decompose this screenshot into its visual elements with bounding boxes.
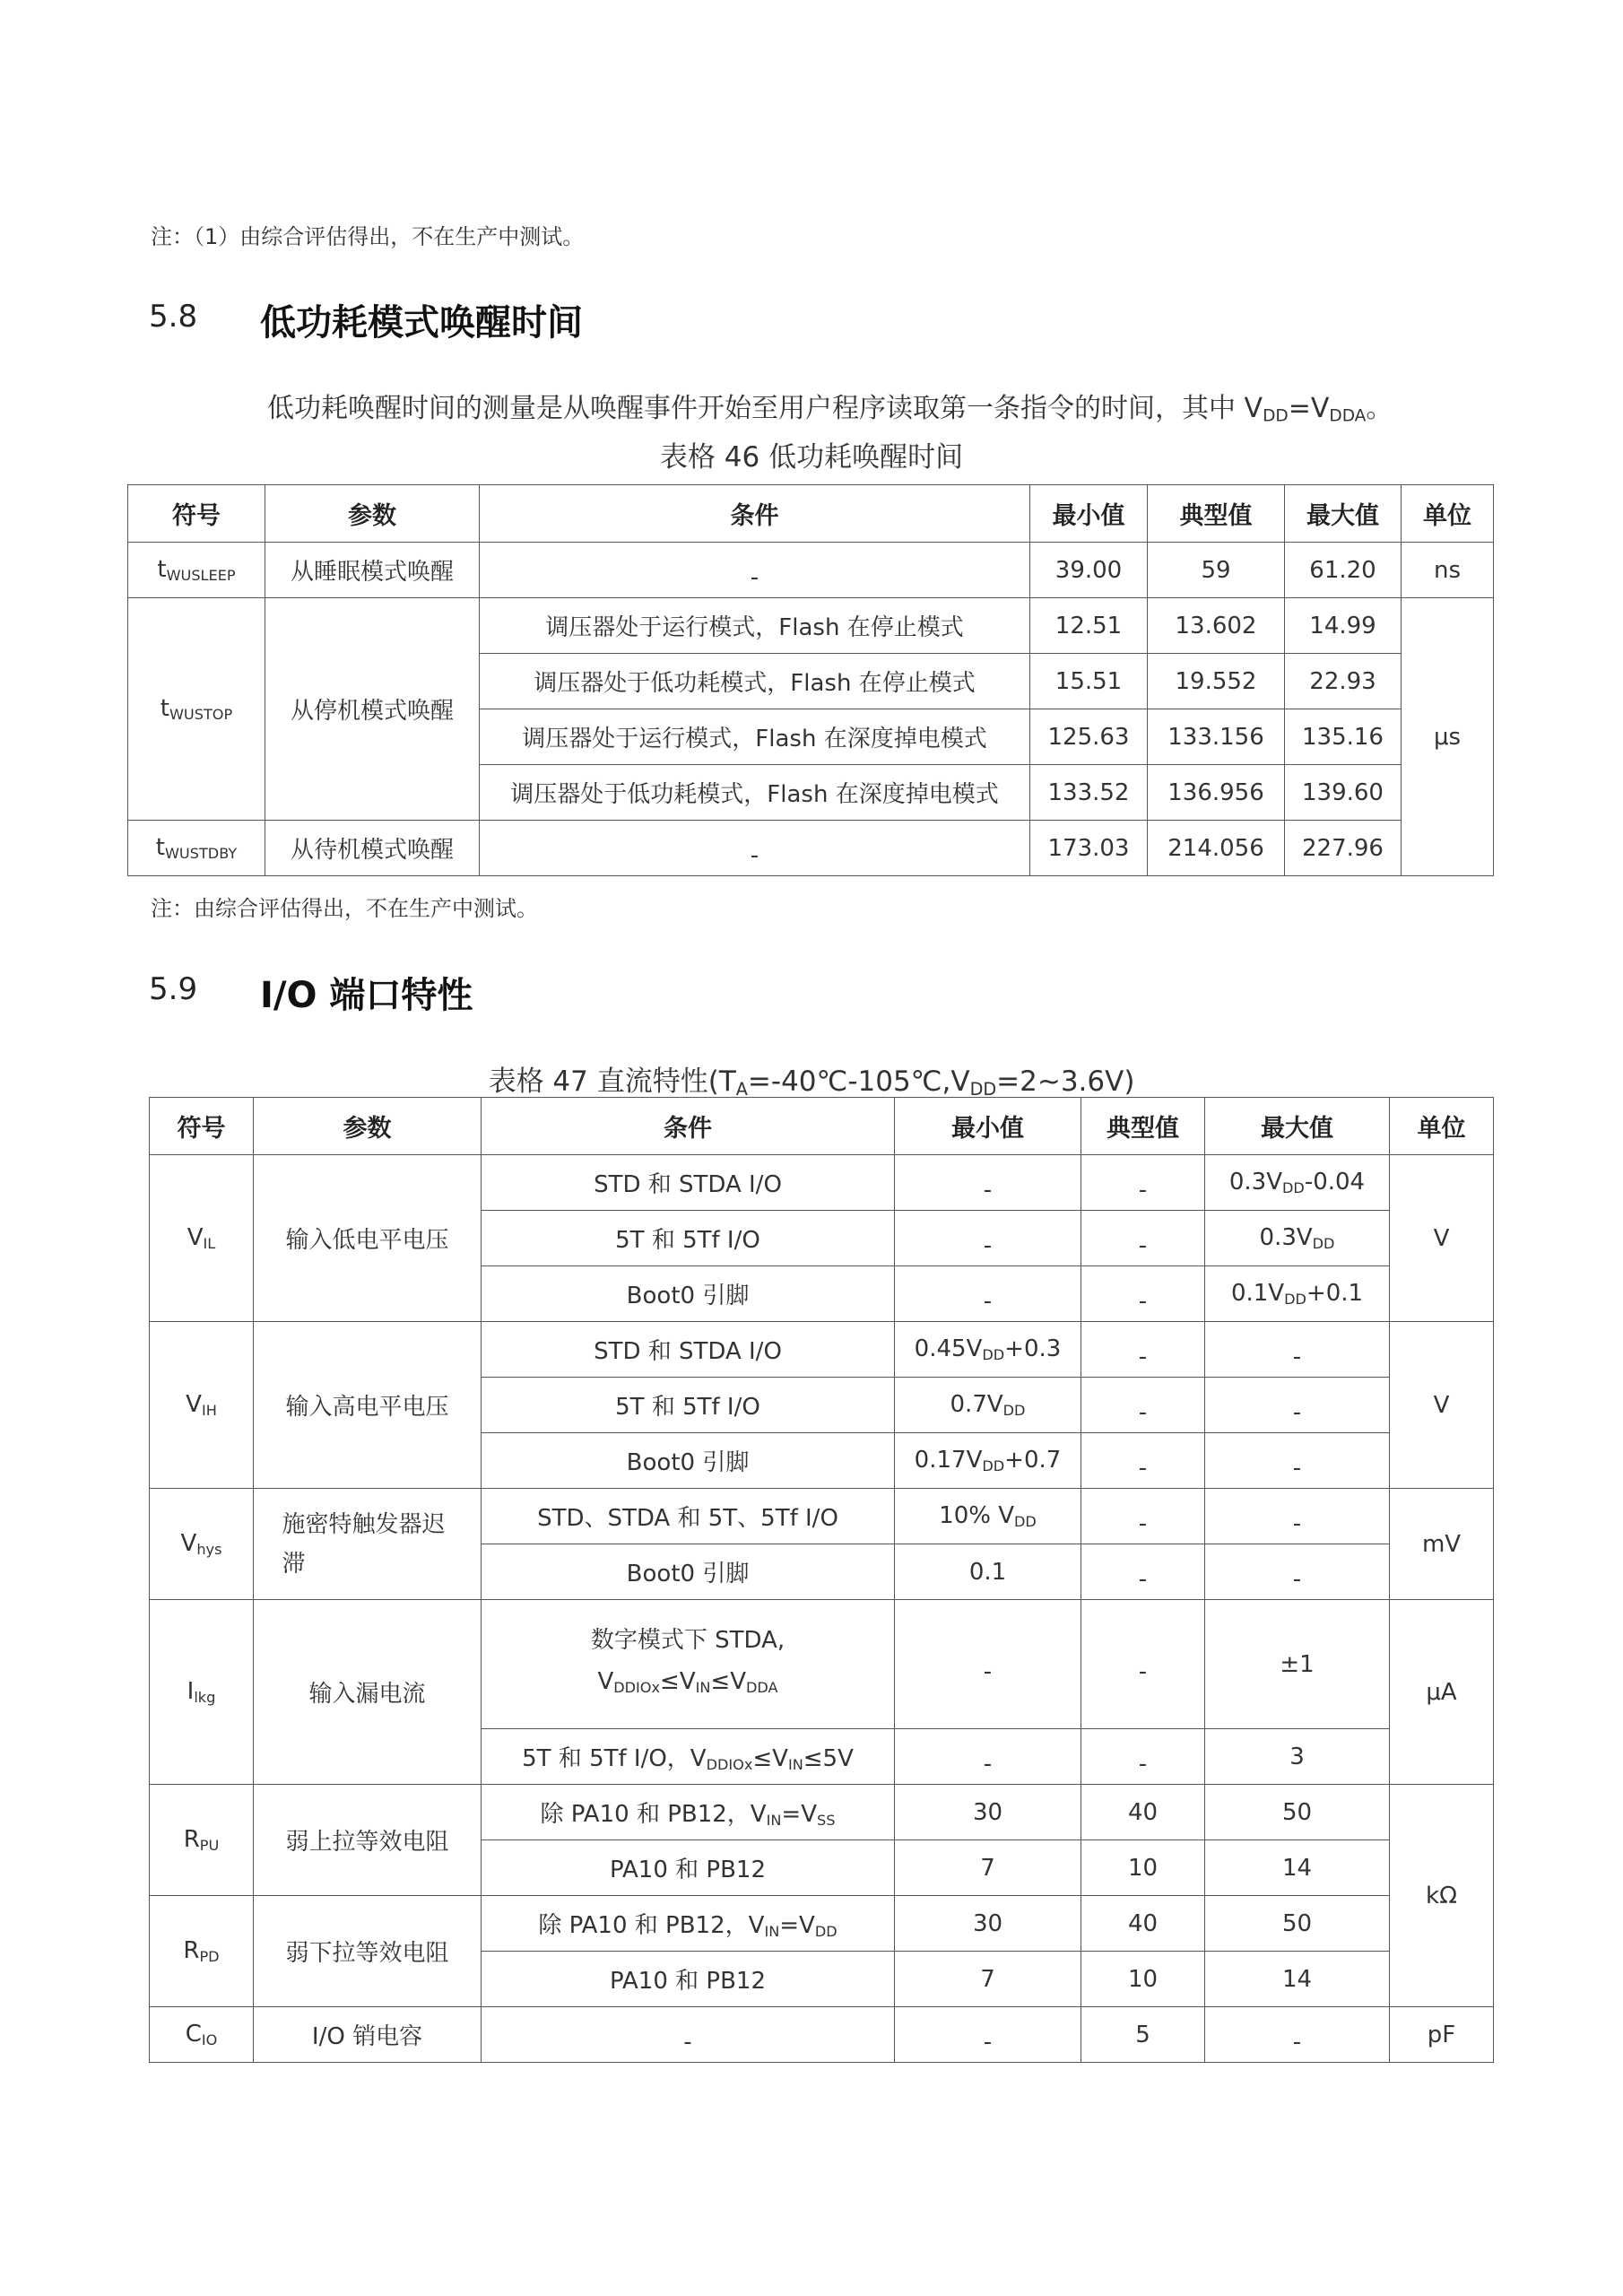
typ-cell: 59 <box>1148 543 1285 598</box>
header-parameter: 参数 <box>265 485 480 543</box>
table-header-row <box>128 485 1494 543</box>
parameter-cell: 从待机模式唤醒 <box>265 821 480 876</box>
max-cell: - <box>1205 1378 1390 1433</box>
table-row <box>150 1600 1494 1729</box>
parameter-cell: 施密特触发器迟滞 <box>254 1489 482 1600</box>
condition-cell: 调压器处于低功耗模式，Flash 在停止模式 <box>480 654 1030 709</box>
table-row <box>128 543 1494 598</box>
max-cell: - <box>1205 2007 1390 2063</box>
max-cell: 14 <box>1205 1952 1390 2007</box>
unit-cell: μA <box>1390 1600 1494 1785</box>
max-cell: $0.3V_{DD}$ <box>1205 1211 1390 1266</box>
typ-cell: 13.602 <box>1148 598 1285 654</box>
unit-cell: μs <box>1402 598 1494 876</box>
symbol-cell: $R_{PU}$ <box>150 1785 254 1896</box>
typ-cell: 133.156 <box>1148 709 1285 765</box>
min-cell: - <box>895 1211 1081 1266</box>
condition-cell: 调压器处于运行模式，Flash 在停止模式 <box>480 598 1030 654</box>
header-max: 最大值 <box>1205 1098 1390 1155</box>
typ-cell: - <box>1081 1266 1205 1322</box>
condition-cell: Boot0 引脚 <box>482 1544 895 1600</box>
table-row <box>150 2007 1494 2063</box>
typ-cell: - <box>1081 1155 1205 1211</box>
symbol-cell: $t_{WUSTDBY}$ <box>128 821 265 876</box>
min-cell: $0.17V_{DD}+0.7$ <box>895 1433 1081 1489</box>
unit-cell: pF <box>1390 2007 1494 2063</box>
symbol-cell: $C_{IO}$ <box>150 2007 254 2063</box>
typ-cell: - <box>1081 1544 1205 1600</box>
unit-cell: V <box>1390 1155 1494 1322</box>
symbol-cell: $V_{IL}$ <box>150 1155 254 1322</box>
table-row <box>150 1489 1494 1544</box>
parameter-cell: 输入低电平电压 <box>254 1155 482 1322</box>
typ-cell: 5 <box>1081 2007 1205 2063</box>
table-row <box>128 598 1494 654</box>
min-cell: 7 <box>895 1840 1081 1896</box>
parameter-cell: 输入漏电流 <box>254 1600 482 1785</box>
min-cell: 30 <box>895 1785 1081 1840</box>
header-parameter: 参数 <box>254 1098 482 1155</box>
typ-cell: - <box>1081 1729 1205 1785</box>
max-cell: 3 <box>1205 1729 1390 1785</box>
parameter-cell: 输入高电平电压 <box>254 1322 482 1489</box>
max-cell: 14.99 <box>1285 598 1402 654</box>
min-cell: - <box>895 1600 1081 1729</box>
max-cell: 14 <box>1205 1840 1390 1896</box>
min-cell: 7 <box>895 1952 1081 2007</box>
condition-cell: 调压器处于运行模式，Flash 在深度掉电模式 <box>480 709 1030 765</box>
min-cell: $0.45V_{DD}+0.3$ <box>895 1322 1081 1378</box>
header-unit: 单位 <box>1390 1098 1494 1155</box>
max-cell: 61.20 <box>1285 543 1402 598</box>
header-max: 最大值 <box>1285 485 1402 543</box>
table-row <box>150 1322 1494 1378</box>
max-cell: - <box>1205 1322 1390 1378</box>
typ-cell: 19.552 <box>1148 654 1285 709</box>
typ-cell: - <box>1081 1433 1205 1489</box>
section-58-paragraph: 低功耗唤醒时间的测量是从唤醒事件开始至用户程序读取第一条指令的时间，其中 $V_{DD}=V_{DDA}$。 <box>267 393 1393 426</box>
typ-cell: 214.056 <box>1148 821 1285 876</box>
unit-cell: ns <box>1402 543 1494 598</box>
table-row <box>150 1896 1494 1952</box>
condition-cell: PA10 和 PB12 <box>482 1840 895 1896</box>
condition-cell: 除 PA10 和 PB12，$V_{IN}=V_{DD}$ <box>482 1896 895 1952</box>
condition-cell: Boot0 引脚 <box>482 1433 895 1489</box>
typ-cell: 40 <box>1081 1785 1205 1840</box>
parameter-cell: 弱下拉等效电阻 <box>254 1896 482 2007</box>
header-typ: 典型值 <box>1081 1098 1205 1155</box>
parameter-cell: 从停机模式唤醒 <box>265 598 480 821</box>
min-cell: 30 <box>895 1896 1081 1952</box>
header-min: 最小值 <box>1030 485 1148 543</box>
min-cell: - <box>895 1729 1081 1785</box>
symbol-cell: $I_{lkg}$ <box>150 1600 254 1785</box>
condition-cell: 除 PA10 和 PB12，$V_{IN}=V_{SS}$ <box>482 1785 895 1840</box>
max-cell: 135.16 <box>1285 709 1402 765</box>
min-cell: - <box>895 1266 1081 1322</box>
header-condition: 条件 <box>480 485 1030 543</box>
section-59-title: I/O 端口特性 <box>260 975 473 1016</box>
typ-cell: 10 <box>1081 1952 1205 2007</box>
condition-cell: - <box>480 543 1030 598</box>
min-cell: 173.03 <box>1030 821 1148 876</box>
condition-cell: STD、STDA 和 5T、5Tf I/O <box>482 1489 895 1544</box>
parameter-cell: I/O 销电容 <box>254 2007 482 2063</box>
typ-cell: - <box>1081 1600 1205 1729</box>
unit-cell: kΩ <box>1390 1785 1494 2007</box>
condition-cell: 5T 和 5Tf I/O <box>482 1378 895 1433</box>
max-cell: - <box>1205 1433 1390 1489</box>
max-cell: 139.60 <box>1285 765 1402 821</box>
typ-cell: - <box>1081 1378 1205 1433</box>
section-59-number: 5.9 <box>149 971 198 1007</box>
typ-cell: - <box>1081 1322 1205 1378</box>
condition-cell: - <box>480 821 1030 876</box>
max-cell: $0.1V_{DD}+0.1$ <box>1205 1266 1390 1322</box>
header-min: 最小值 <box>895 1098 1081 1155</box>
symbol-cell: $t_{WUSLEEP}$ <box>128 543 265 598</box>
condition-cell: STD 和 STDA I/O <box>482 1322 895 1378</box>
typ-cell: - <box>1081 1489 1205 1544</box>
typ-cell: 10 <box>1081 1840 1205 1896</box>
section-58-title: 低功耗模式唤醒时间 <box>260 302 583 344</box>
symbol-cell: $t_{WUSTOP}$ <box>128 598 265 821</box>
header-unit: 单位 <box>1402 485 1494 543</box>
condition-cell: 数字模式下 STDA, $V_{DDIOx}\le V_{IN}\le V_{DDA}$ <box>482 1600 895 1729</box>
symbol-cell: $V_{hys}$ <box>150 1489 254 1600</box>
table-46-note: 注：由综合评估得出，不在生产中测试。 <box>151 896 538 921</box>
parameter-cell: 弱上拉等效电阻 <box>254 1785 482 1896</box>
min-cell: 133.52 <box>1030 765 1148 821</box>
table-47 <box>149 1097 1494 2063</box>
section-58-number: 5.8 <box>149 299 198 335</box>
header-typ: 典型值 <box>1148 485 1285 543</box>
min-cell: 15.51 <box>1030 654 1148 709</box>
max-cell: ±1 <box>1205 1600 1390 1729</box>
symbol-cell: $V_{IH}$ <box>150 1322 254 1489</box>
condition-cell: Boot0 引脚 <box>482 1266 895 1322</box>
condition-cell: STD 和 STDA I/O <box>482 1155 895 1211</box>
table-row <box>150 1155 1494 1211</box>
condition-cell: 5T 和 5Tf I/O <box>482 1211 895 1266</box>
table-46 <box>127 484 1494 876</box>
max-cell: 50 <box>1205 1785 1390 1840</box>
header-symbol: 符号 <box>128 485 265 543</box>
table-47-caption: 表格 47 直流特性$(T_A=-40℃-105℃,V_{DD}=2\sim 3.6V)$ <box>488 1065 1135 1100</box>
typ-cell: - <box>1081 1211 1205 1266</box>
min-cell: 39.00 <box>1030 543 1148 598</box>
condition-cell: PA10 和 PB12 <box>482 1952 895 2007</box>
min-cell: - <box>895 2007 1081 2063</box>
min-cell: 12.51 <box>1030 598 1148 654</box>
max-cell: - <box>1205 1489 1390 1544</box>
table-header-row <box>150 1098 1494 1155</box>
unit-cell: V <box>1390 1322 1494 1489</box>
table-row <box>128 821 1494 876</box>
header-symbol: 符号 <box>150 1098 254 1155</box>
max-cell: - <box>1205 1544 1390 1600</box>
table-46-caption: 表格 46 低功耗唤醒时间 <box>659 441 964 474</box>
max-cell: $0.3V_{DD}-0.04$ <box>1205 1155 1390 1211</box>
typ-cell: 136.956 <box>1148 765 1285 821</box>
condition-cell: 5T 和 5Tf I/O，$V_{DDIOx}\le V_{IN}\le 5V$ <box>482 1729 895 1785</box>
min-cell: - <box>895 1155 1081 1211</box>
top-note: 注：（1）由综合评估得出，不在生产中测试。 <box>151 224 585 249</box>
min-cell: 125.63 <box>1030 709 1148 765</box>
min-cell: $0.7V_{DD}$ <box>895 1378 1081 1433</box>
table-row <box>150 1785 1494 1840</box>
symbol-cell: $R_{PD}$ <box>150 1896 254 2007</box>
condition-cell: - <box>482 2007 895 2063</box>
typ-cell: 40 <box>1081 1896 1205 1952</box>
min-cell: 0.1 <box>895 1544 1081 1600</box>
min-cell: 10% $V_{DD}$ <box>895 1489 1081 1544</box>
header-condition: 条件 <box>482 1098 895 1155</box>
parameter-cell: 从睡眠模式唤醒 <box>265 543 480 598</box>
unit-cell: mV <box>1390 1489 1494 1600</box>
max-cell: 22.93 <box>1285 654 1402 709</box>
condition-cell: 调压器处于低功耗模式，Flash 在深度掉电模式 <box>480 765 1030 821</box>
max-cell: 50 <box>1205 1896 1390 1952</box>
max-cell: 227.96 <box>1285 821 1402 876</box>
